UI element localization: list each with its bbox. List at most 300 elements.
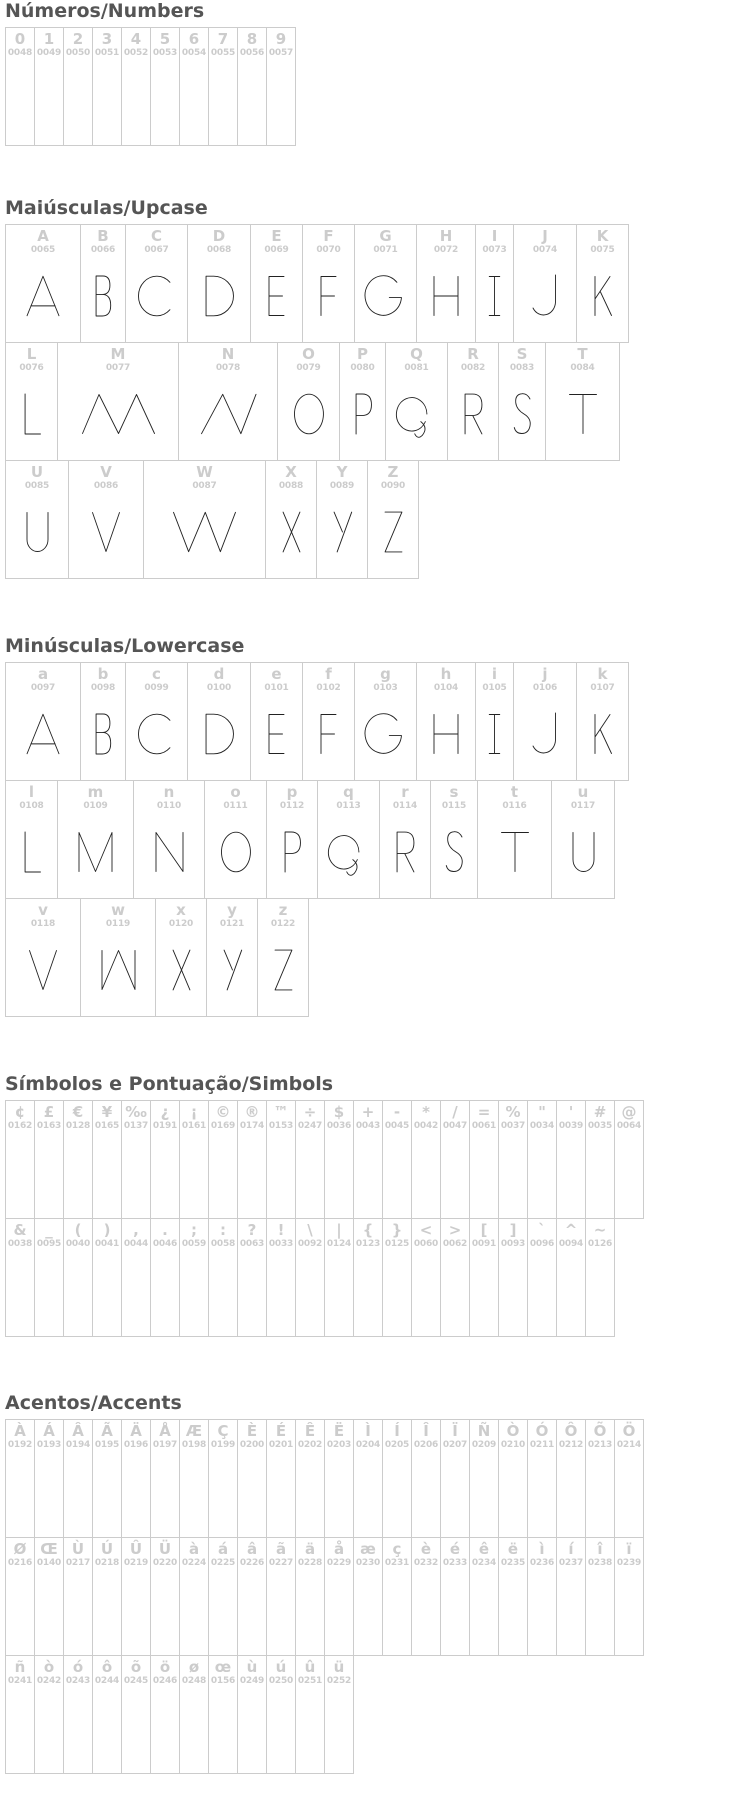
letter-W-icon xyxy=(144,502,265,562)
glyph-code: 0196 xyxy=(123,1440,149,1450)
glyph-character: ÷ xyxy=(303,1103,317,1121)
glyph-cell xyxy=(179,1100,209,1219)
glyph-cell xyxy=(295,1655,325,1774)
glyph-character: Ê xyxy=(304,1422,316,1440)
letter-k-icon xyxy=(577,704,628,764)
glyph-character: w xyxy=(111,901,125,919)
glyph-character: Ã xyxy=(101,1422,113,1440)
letter-f-icon xyxy=(303,704,354,764)
letter-T-icon xyxy=(546,384,619,444)
glyph-code: 0195 xyxy=(94,1440,120,1450)
glyph-code: 0070 xyxy=(316,245,341,255)
glyph-character: - xyxy=(393,1103,401,1121)
glyph-cell xyxy=(121,1655,151,1774)
glyph-code: 0077 xyxy=(105,363,131,373)
glyph-code: 0203 xyxy=(326,1440,352,1450)
glyph-code: 0037 xyxy=(500,1121,526,1131)
glyph-character: ? xyxy=(247,1221,257,1239)
glyph-grid xyxy=(5,224,645,578)
glyph-cell xyxy=(63,1218,93,1337)
glyph-code: 0099 xyxy=(144,683,169,693)
glyph-character: 2 xyxy=(72,30,84,48)
glyph-character: $ xyxy=(333,1103,345,1121)
glyph-character: ä xyxy=(304,1540,316,1558)
glyph-code: 0169 xyxy=(210,1121,236,1131)
glyph-character: _ xyxy=(45,1221,53,1239)
glyph-character: Ò xyxy=(506,1422,520,1440)
glyph-character: ì xyxy=(539,1540,545,1558)
glyph-code: 0121 xyxy=(219,919,245,929)
glyph-code: 0229 xyxy=(326,1558,352,1568)
glyph-character: / xyxy=(452,1103,458,1121)
glyph-cell xyxy=(121,1100,151,1219)
glyph-code: 0200 xyxy=(239,1440,265,1450)
glyph-cell xyxy=(614,1537,644,1656)
glyph-character: l xyxy=(28,783,35,801)
glyph-character: 4 xyxy=(130,30,142,48)
glyph-code: 0214 xyxy=(616,1440,642,1450)
section-numbers xyxy=(5,0,295,145)
glyph-cell xyxy=(411,1537,441,1656)
glyph-code: 0247 xyxy=(297,1121,323,1131)
glyph-code: 0202 xyxy=(297,1440,323,1450)
letter-S-icon xyxy=(499,384,545,444)
glyph-character: ^ xyxy=(564,1221,578,1239)
glyph-code: 0199 xyxy=(210,1440,236,1450)
glyph-character: # xyxy=(593,1103,607,1121)
glyph-code: 0246 xyxy=(152,1676,178,1686)
glyph-cell xyxy=(302,662,355,781)
glyph-code: 0096 xyxy=(529,1239,555,1249)
glyph-code: 0076 xyxy=(19,363,44,373)
glyph-character: 8 xyxy=(246,30,258,48)
letter-j-icon xyxy=(514,704,576,764)
glyph-cell xyxy=(208,1100,238,1219)
letter-p-icon xyxy=(267,822,317,882)
glyph-cell xyxy=(440,1537,470,1656)
glyph-cell xyxy=(208,1218,238,1337)
glyph-code: 0226 xyxy=(239,1558,265,1568)
glyph-character: V xyxy=(100,463,112,481)
glyph-cell xyxy=(34,1218,64,1337)
glyph-code: 0102 xyxy=(316,683,341,693)
glyph-cell xyxy=(5,460,69,579)
glyph-cell xyxy=(411,1218,441,1337)
glyph-cell xyxy=(5,1218,35,1337)
letter-u-icon xyxy=(552,822,614,882)
glyph-cell xyxy=(150,1100,180,1219)
glyph-code: 0228 xyxy=(297,1558,323,1568)
glyph-cell xyxy=(5,27,35,146)
glyph-code: 0163 xyxy=(36,1121,62,1131)
glyph-character: G xyxy=(379,227,392,245)
glyph-cell xyxy=(556,1218,586,1337)
glyph-cell xyxy=(302,224,355,343)
glyph-cell xyxy=(155,898,207,1017)
glyph-cell xyxy=(382,1419,412,1538)
glyph-code: 0123 xyxy=(355,1239,381,1249)
glyph-code: 0206 xyxy=(413,1440,439,1450)
glyph-cell xyxy=(382,1218,412,1337)
glyph-cell xyxy=(150,1655,180,1774)
glyph-cell xyxy=(63,27,93,146)
glyph-cell xyxy=(34,1537,64,1656)
glyph-cell xyxy=(498,1419,528,1538)
glyph-code: 0251 xyxy=(297,1676,323,1686)
glyph-character: î xyxy=(597,1540,603,1558)
glyph-cell xyxy=(475,662,514,781)
glyph-code: 0097 xyxy=(30,683,56,693)
glyph-cell xyxy=(237,1655,267,1774)
glyph-cell xyxy=(5,224,81,343)
glyph-cell xyxy=(121,1419,151,1538)
letter-h-icon xyxy=(417,704,475,764)
glyph-code: 0241 xyxy=(7,1676,33,1686)
glyph-code: 0040 xyxy=(65,1239,91,1249)
glyph-character: û xyxy=(304,1658,316,1676)
letter-O-icon xyxy=(278,384,339,444)
glyph-code: 0116 xyxy=(502,801,527,811)
glyph-character: Â xyxy=(72,1422,84,1440)
glyph-cell xyxy=(5,898,81,1017)
glyph-code: 0071 xyxy=(373,245,398,255)
section-title: Minúsculas/Lowercase xyxy=(5,635,245,657)
glyph-cell xyxy=(277,342,340,461)
glyph-cell xyxy=(385,342,448,461)
glyph-code: 0038 xyxy=(7,1239,33,1249)
section-symbols xyxy=(5,1073,665,1336)
glyph-cell xyxy=(250,662,303,781)
glyph-cell xyxy=(80,662,126,781)
section-title: Números/Numbers xyxy=(5,0,205,22)
glyph-cell xyxy=(614,1419,644,1538)
glyph-character: Œ xyxy=(40,1540,58,1558)
glyph-code: 0235 xyxy=(500,1558,526,1568)
glyph-code: 0118 xyxy=(30,919,56,929)
glyph-character: o xyxy=(230,783,241,801)
letter-e-icon xyxy=(251,704,302,764)
glyph-character: ! xyxy=(277,1221,285,1239)
glyph-code: 0117 xyxy=(570,801,596,811)
glyph-code: 0082 xyxy=(460,363,486,373)
glyph-code: 0065 xyxy=(30,245,56,255)
glyph-character: € xyxy=(72,1103,84,1121)
glyph-character: g xyxy=(380,665,391,683)
glyph-cell xyxy=(5,1537,35,1656)
glyph-character: J xyxy=(542,227,548,245)
glyph-character: % xyxy=(505,1103,521,1121)
glyph-code: 0073 xyxy=(482,245,507,255)
glyph-character: ~ xyxy=(593,1221,607,1239)
glyph-cell xyxy=(150,1218,180,1337)
glyph-character: à xyxy=(188,1540,200,1558)
glyph-code: 0209 xyxy=(471,1440,497,1450)
glyph-character: v xyxy=(38,901,48,919)
glyph-character: e xyxy=(271,665,282,683)
glyph-character: Û xyxy=(129,1540,143,1558)
glyph-cell xyxy=(5,780,58,899)
glyph-code: 0197 xyxy=(152,1440,178,1450)
glyph-cell xyxy=(5,1655,35,1774)
glyph-cell xyxy=(440,1100,470,1219)
glyph-cell xyxy=(266,1419,296,1538)
letter-y-icon xyxy=(207,940,257,1000)
glyph-character: O xyxy=(302,345,315,363)
glyph-character: ¢ xyxy=(14,1103,26,1121)
glyph-character: N xyxy=(221,345,235,363)
letter-n-icon xyxy=(134,822,204,882)
glyph-character: A xyxy=(37,227,49,245)
glyph-character: 9 xyxy=(275,30,287,48)
glyph-code: 0217 xyxy=(65,1558,91,1568)
glyph-character: Ø xyxy=(13,1540,27,1558)
glyph-character: Í xyxy=(394,1422,400,1440)
glyph-character: ã xyxy=(275,1540,287,1558)
glyph-character: ê xyxy=(478,1540,490,1558)
glyph-cell xyxy=(324,1218,354,1337)
glyph-character: C xyxy=(150,227,162,245)
glyph-character: = xyxy=(477,1103,491,1121)
glyph-cell xyxy=(204,780,267,899)
glyph-code: 0049 xyxy=(36,48,62,58)
glyph-character: Y xyxy=(336,463,348,481)
glyph-cell xyxy=(498,342,546,461)
glyph-code: 0075 xyxy=(590,245,615,255)
glyph-code: 0052 xyxy=(123,48,149,58)
glyph-cell xyxy=(5,1100,35,1219)
glyph-cell xyxy=(266,1655,296,1774)
glyph-cell xyxy=(266,1537,296,1656)
glyph-code: 0165 xyxy=(94,1121,120,1131)
glyph-character: 1 xyxy=(43,30,55,48)
letter-i-icon xyxy=(476,704,513,764)
glyph-character: } xyxy=(391,1221,403,1239)
glyph-cell xyxy=(34,1100,64,1219)
glyph-code: 0248 xyxy=(181,1676,207,1686)
glyph-code: 0036 xyxy=(326,1121,352,1131)
glyph-character: á xyxy=(217,1540,229,1558)
glyph-cell xyxy=(576,662,629,781)
glyph-cell xyxy=(266,1100,296,1219)
glyph-cell xyxy=(208,1537,238,1656)
glyph-character: [ xyxy=(480,1221,488,1239)
glyph-cell xyxy=(382,1537,412,1656)
letter-Q-icon xyxy=(386,384,447,444)
glyph-code: 0074 xyxy=(532,245,558,255)
glyph-cell xyxy=(208,27,238,146)
glyph-cell xyxy=(150,1419,180,1538)
glyph-code: 0057 xyxy=(268,48,294,58)
glyph-code: 0108 xyxy=(19,801,44,811)
glyph-character: ` xyxy=(538,1221,546,1239)
glyph-cell xyxy=(92,1218,122,1337)
glyph-code: 0062 xyxy=(442,1239,468,1249)
glyph-character: ô xyxy=(101,1658,113,1676)
glyph-code: 0046 xyxy=(152,1239,178,1249)
glyph-code: 0086 xyxy=(93,481,119,491)
glyph-cell xyxy=(513,224,577,343)
glyph-cell xyxy=(187,662,251,781)
letter-c-icon xyxy=(126,704,187,764)
glyph-character: n xyxy=(163,783,175,801)
glyph-character: . xyxy=(162,1221,168,1239)
glyph-code: 0067 xyxy=(144,245,169,255)
glyph-cell xyxy=(80,898,156,1017)
glyph-cell xyxy=(34,1419,64,1538)
glyph-character: I xyxy=(491,227,498,245)
glyph-cell xyxy=(469,1218,499,1337)
glyph-code: 0089 xyxy=(329,481,355,491)
glyph-code: 0085 xyxy=(24,481,50,491)
glyph-character: f xyxy=(325,665,332,683)
glyph-character: © xyxy=(215,1103,231,1121)
glyph-code: 0100 xyxy=(206,683,232,693)
glyph-code: 0080 xyxy=(350,363,375,373)
glyph-cell xyxy=(324,1537,354,1656)
glyph-cell xyxy=(250,224,303,343)
glyph-cell xyxy=(133,780,205,899)
glyph-code: 0078 xyxy=(215,363,241,373)
glyph-cell xyxy=(179,1218,209,1337)
glyph-grid xyxy=(5,27,295,145)
glyph-code: 0193 xyxy=(36,1440,62,1450)
glyph-code: 0113 xyxy=(336,801,361,811)
glyph-character: x xyxy=(176,901,186,919)
glyph-code: 0051 xyxy=(94,48,120,58)
glyph-cell xyxy=(353,1419,383,1538)
glyph-cell xyxy=(179,1537,209,1656)
letter-a-icon xyxy=(6,704,80,764)
glyph-character: å xyxy=(333,1540,345,1558)
glyph-character: À xyxy=(14,1422,26,1440)
glyph-character: Ú xyxy=(100,1540,114,1558)
letter-b-icon xyxy=(81,704,125,764)
glyph-cell xyxy=(208,1655,238,1774)
glyph-code: 0105 xyxy=(482,683,507,693)
glyph-code: 0042 xyxy=(413,1121,439,1131)
glyph-code: 0207 xyxy=(442,1440,468,1450)
letter-I-icon xyxy=(476,266,513,326)
letter-H-icon xyxy=(417,266,475,326)
glyph-cell xyxy=(585,1419,615,1538)
glyph-cell xyxy=(63,1419,93,1538)
glyph-cell xyxy=(80,224,126,343)
glyph-character: z xyxy=(278,901,288,919)
glyph-code: 0210 xyxy=(500,1440,526,1450)
glyph-character: c xyxy=(152,665,161,683)
glyph-code: 0234 xyxy=(471,1558,497,1568)
glyph-code: 0045 xyxy=(384,1121,410,1131)
glyph-code: 0090 xyxy=(380,481,406,491)
glyph-code: 0081 xyxy=(404,363,429,373)
glyph-character: { xyxy=(362,1221,374,1239)
glyph-character: M xyxy=(110,345,126,363)
glyph-character: â xyxy=(246,1540,258,1558)
glyph-cell xyxy=(411,1100,441,1219)
glyph-cell xyxy=(411,1419,441,1538)
letter-M-icon xyxy=(58,384,178,444)
glyph-code: 0161 xyxy=(181,1121,207,1131)
glyph-character: Á xyxy=(43,1422,55,1440)
glyph-code: 0066 xyxy=(90,245,116,255)
glyph-code: 0238 xyxy=(587,1558,613,1568)
letter-E-icon xyxy=(251,266,302,326)
glyph-character: ) xyxy=(103,1221,111,1239)
glyph-cell xyxy=(551,780,615,899)
glyph-code: 0107 xyxy=(590,683,615,693)
glyph-character: a xyxy=(37,665,49,683)
glyph-code: 0243 xyxy=(65,1676,91,1686)
glyph-cell xyxy=(92,1655,122,1774)
glyph-cell xyxy=(556,1537,586,1656)
glyph-code: 0153 xyxy=(268,1121,294,1131)
glyph-cell xyxy=(324,1100,354,1219)
glyph-cell xyxy=(585,1100,615,1219)
letter-V-icon xyxy=(69,502,143,562)
glyph-character: P xyxy=(357,345,368,363)
glyph-code: 0239 xyxy=(616,1558,642,1568)
glyph-character: j xyxy=(542,665,548,683)
glyph-code: 0125 xyxy=(384,1239,410,1249)
glyph-cell xyxy=(556,1100,586,1219)
glyph-cell xyxy=(382,1100,412,1219)
glyph-character: ; xyxy=(191,1221,197,1239)
glyph-code: 0236 xyxy=(529,1558,555,1568)
section-title: Símbolos e Pontuação/Simbols xyxy=(5,1073,334,1095)
glyph-character: Z xyxy=(387,463,399,481)
glyph-cell xyxy=(585,1537,615,1656)
glyph-code: 0072 xyxy=(433,245,459,255)
glyph-character: ü xyxy=(333,1658,345,1676)
letter-A-icon xyxy=(6,266,80,326)
glyph-character: Ì xyxy=(365,1422,371,1440)
glyph-code: 0225 xyxy=(210,1558,236,1568)
glyph-character: ™ xyxy=(273,1103,289,1121)
glyph-code: 0211 xyxy=(529,1440,555,1450)
letter-s-icon xyxy=(431,822,477,882)
glyph-code: 0059 xyxy=(181,1239,207,1249)
glyph-code: 0048 xyxy=(7,48,33,58)
glyph-character: Ç xyxy=(217,1422,229,1440)
glyph-code: 0103 xyxy=(373,683,398,693)
glyph-cell xyxy=(527,1419,557,1538)
glyph-cell xyxy=(295,1537,325,1656)
glyph-cell xyxy=(324,1419,354,1538)
glyph-cell xyxy=(34,1655,64,1774)
glyph-character: ï xyxy=(626,1540,632,1558)
glyph-code: 0106 xyxy=(532,683,558,693)
glyph-cell xyxy=(5,1419,35,1538)
glyph-code: 0250 xyxy=(268,1676,294,1686)
glyph-character: B xyxy=(97,227,109,245)
glyph-character: d xyxy=(213,665,225,683)
glyph-character: ó xyxy=(72,1658,84,1676)
glyph-cell xyxy=(614,1100,644,1219)
glyph-code: 0128 xyxy=(65,1121,91,1131)
glyph-cell xyxy=(430,780,478,899)
glyph-cell xyxy=(237,1419,267,1538)
glyph-character: ] xyxy=(509,1221,517,1239)
glyph-code: 0033 xyxy=(268,1239,294,1249)
glyph-cell xyxy=(295,1419,325,1538)
glyph-character: è xyxy=(420,1540,432,1558)
letter-G-icon xyxy=(355,266,416,326)
glyph-character: ù xyxy=(246,1658,258,1676)
glyph-code: 0205 xyxy=(384,1440,410,1450)
glyph-character: Å xyxy=(159,1422,171,1440)
section-accents xyxy=(5,1392,665,1773)
glyph-cell xyxy=(354,662,417,781)
